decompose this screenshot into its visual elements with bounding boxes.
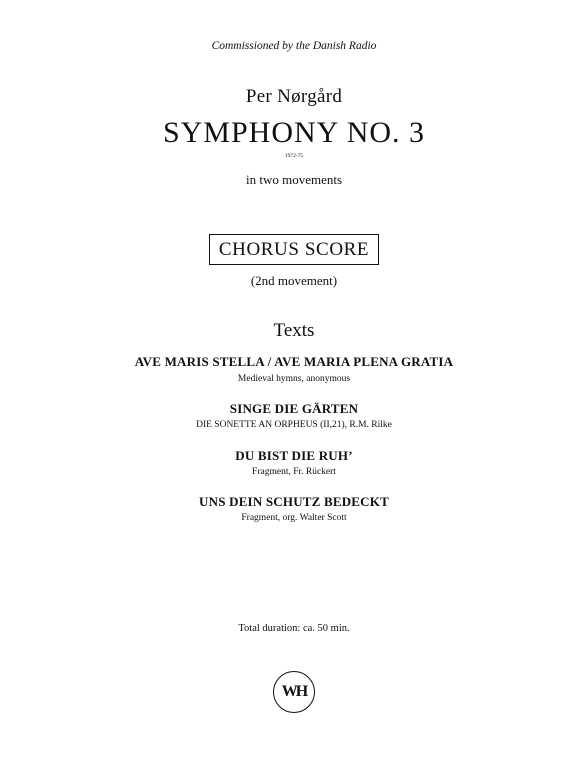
score-type-frame [0, 234, 588, 265]
text-title-3: DU BIST DIE RUH’ [235, 448, 353, 463]
publisher-logo-area [0, 671, 588, 715]
texts-heading: Texts [273, 320, 315, 341]
text-title-1: AVE MARIS STELLA / AVE MARIA PLENA GRATIA [134, 354, 454, 369]
text-title-4: UNS DEIN SCHUTZ BEDECKT [199, 494, 389, 509]
work-title: SYMPHONY NO. 3 [162, 116, 426, 149]
total-duration: Total duration: ca. 50 min. [238, 623, 350, 634]
text-title-2: SINGE DIE GÄRTEN [229, 401, 359, 416]
text-source-2: DIE SONETTE AN ORPHEUS (II,21), R.M. Rilke [196, 420, 392, 430]
commission-note: Commissioned by the Danish Radio [211, 40, 377, 52]
movement-note: (2nd movement) [250, 273, 338, 288]
publisher-logo: WH [273, 671, 315, 713]
composition-years: 1972-75 [284, 153, 304, 159]
text-source-3: Fragment, Fr. Rückert [252, 467, 336, 477]
work-subtitle: in two movements [245, 172, 343, 187]
text-source-1: Medieval hymns, anonymous [237, 374, 351, 384]
score-type-label: CHORUS SCORE [209, 234, 379, 265]
composer-name: Per Nørgård [245, 86, 343, 107]
text-source-4: Fragment, org. Walter Scott [241, 513, 347, 523]
